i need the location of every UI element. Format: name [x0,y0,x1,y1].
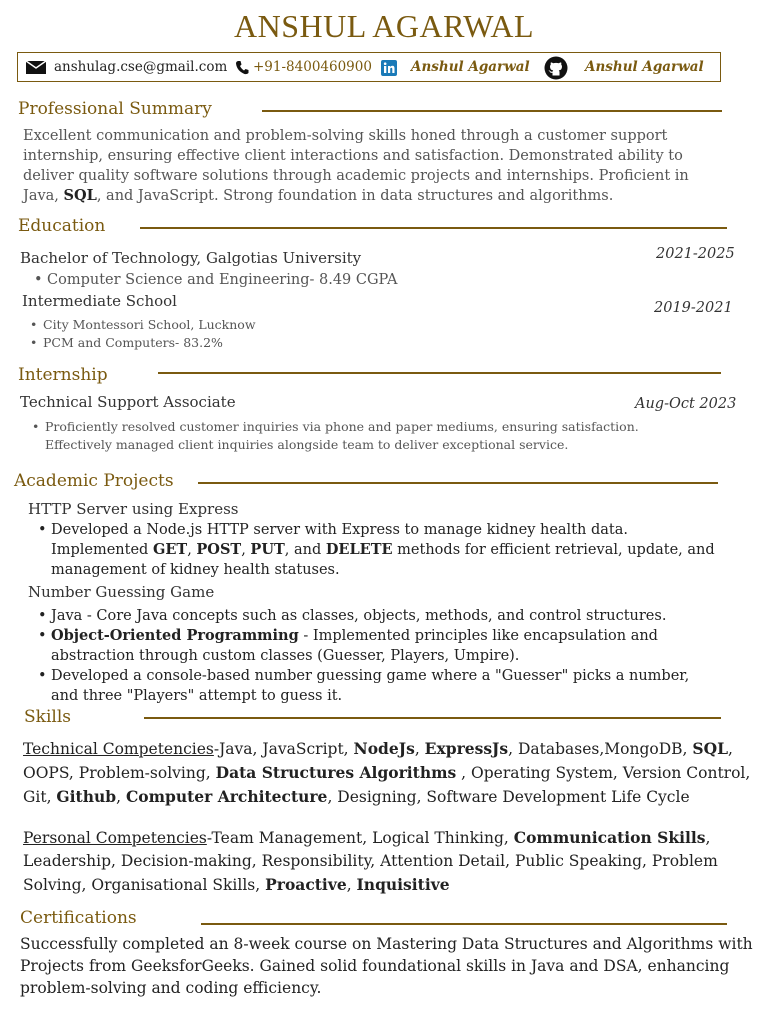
summary-line: Java, SQL, and JavaScript. Strong foundation in data structures and algorithms. [23,187,614,204]
skills-line: Personal Competencies-Team Management, Logical Thinking, Communication Skills, [23,828,711,847]
school-date: 2019-2021 [654,300,733,316]
section-rule [198,482,718,484]
email-link[interactable]: anshulag.cse@gmail.com [54,59,228,75]
skills-line: OOPS, Problem-solving, Data Structures Algorithms , Operating System, Version Control, [23,763,751,782]
certification-line: Projects from GeeksforGeeks. Gained solid foundational skills in Java and DSA, enhancing [20,957,730,975]
section-rule [144,717,721,719]
technical-competencies [23,737,750,809]
phone-number[interactable]: +91-8400460900 [253,59,372,75]
section-rule [140,227,727,229]
linkedin-link[interactable]: Anshul Agarwal [411,59,530,75]
school-details [43,316,256,352]
project-title: Number Guessing Game [28,583,215,601]
list-item: • PCM and Computers- 83.2% [43,334,256,352]
section-title-certifications: Certifications [20,908,137,928]
section-title-summary: Professional Summary [18,99,212,119]
section-title-projects: Academic Projects [14,471,174,491]
degree-date: 2021-2025 [656,246,735,262]
section-rule [158,372,721,374]
internship-role: Technical Support Associate [20,393,236,411]
degree-title: Bachelor of Technology, Galgotias University [20,249,362,267]
resume-name: ANSHUL AGARWAL [233,8,535,44]
internship-date: Aug-Oct 2023 [635,396,737,412]
section-title-skills: Skills [24,707,71,727]
project-title: HTTP Server using Express [28,500,239,518]
phone-icon [235,60,249,75]
summary-line: deliver quality software solutions through academic projects and internships. Proficient in [23,168,689,184]
internship-details [45,418,639,454]
list-item: • Computer Science and Engineering- 8.49 CGPA [47,270,397,290]
github-link[interactable]: Anshul Agarwal [585,59,704,75]
personal-competencies [23,826,718,897]
school-title: Intermediate School [22,292,177,310]
summary-line: internship, ensuring effective client interactions and satisfaction. Demonstrated ability to [23,148,683,164]
skills-line: Git, Github, Computer Architecture, Designing, Software Development Life Cycle [23,787,690,806]
linkedin-icon[interactable] [381,60,397,76]
email-icon [26,61,46,74]
skills-line: Solving, Organisational Skills, Proactive, Inquisitive [23,875,450,894]
certification-line: problem-solving and coding efficiency. [20,979,322,997]
github-icon[interactable] [544,56,568,80]
section-rule [262,110,722,112]
skills-line: Technical Competencies-Java, JavaScript, NodeJs, ExpressJs, Databases,MongoDB, SQL, [23,739,733,758]
project-details [51,606,689,706]
skills-line: Leadership, Decision-making, Responsibility, Attention Detail, Public Speaking, Problem [23,852,718,870]
certification-line: Successfully completed an 8-week course on Mastering Data Structures and Algorithms with [20,935,753,953]
list-item: • Developed a console-based number guessing game where a "Guesser" picks a number, and three "Players" attempt to guess it. [51,666,689,706]
section-title-education: Education [18,216,106,236]
section-rule [201,923,727,925]
summary-line: Excellent communication and problem-solving skills honed through a customer support [23,128,668,144]
list-item: • Proficiently resolved customer inquiries via phone and paper mediums, ensuring satisfaction. Effectively managed client inquiries alongside team to deliver exceptional service. [45,418,639,454]
list-item: • Java - Core Java concepts such as classes, objects, methods, and control structures. [51,606,689,626]
certifications-text [20,933,753,999]
section-title-internship: Internship [18,365,108,385]
project-details [51,520,715,580]
degree-details [47,270,397,290]
summary-text [23,126,689,206]
list-item: • Object-Oriented Programming - Implemented principles like encapsulation and abstraction through custom classes (Guesser, Players, Umpire). [51,626,689,666]
list-item: • Developed a Node.js HTTP server with Express to manage kidney health data. Implemented GET, POST, PUT, and DELETE methods for efficient retrieval, update, and management of kidney health statuses. [51,520,715,580]
list-item: • City Montessori School, Lucknow [43,316,256,334]
contact-bar [17,52,721,82]
